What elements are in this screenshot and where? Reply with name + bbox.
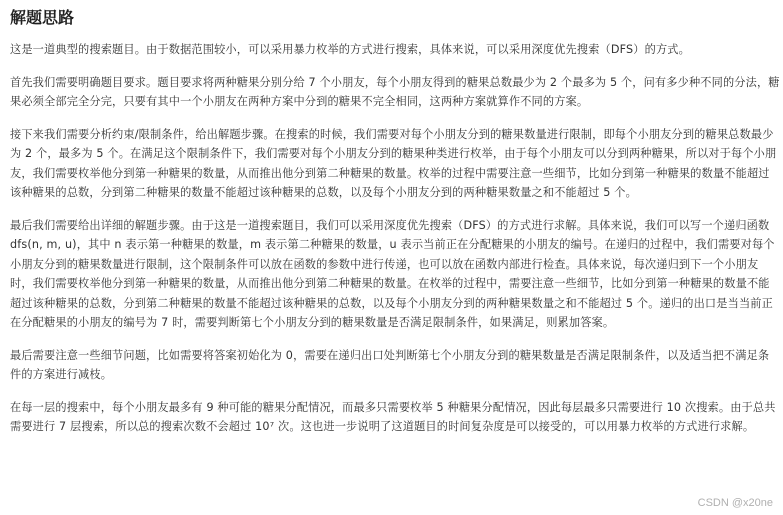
paragraph-steps: 最后我们需要给出详细的解题步骤。由于这是一道搜索题目，我们可以采用深度优先搜索（DFS）的方式进行求解。具体来说，我们可以写一个递归函数 dfs(n, m, u)，其中 n 表示第一种糖果的数量，m 表示第二种糖果的数量，u 表示当前正在分配糖果的小朋友的编号。在递归的过程中，我们需要对每个小朋友分到的糖果数量进行限制，这个限制条件可以放在函数的参数中进行传递，也可以放在函数内部进行检查。具体来说，每次递归到下一个小朋友时，我们需要枚举他分到第一种糖果的数量，从而推出他分到第二种糖果的数量。在枚举的过程中，需要注意一些细节，比如分到第一种糖果的数量不能超过该种糖果的总数，分到第二种糖果的数量不能超过该种糖果的总数，以及每个小朋友分到的两种糖果数量之和不能超过 5 个。递归的出口是当当前正在分配糖果的小朋友的编号为 7 时，需要判断第七个小朋友分到的糖果数量是否满足限制条件，如果满足，则累加答案。 xyxy=(10,218,775,329)
paragraph-constraints: 接下来我们需要分析约束/限制条件，给出解题步骤。在搜索的时候，我们需要对每个小朋友分到的糖果数量进行限制，即每个小朋友分到的糖果总数最少为 2 个，最多为 5 个。在满足这个限制条件下，我们需要对每个小朋友分到的糖果种类进行枚举，由于每个小朋友可以分到两种糖果，所以对于每个小朋友，我们需要枚举他分到第一种糖果的数量，从而推出他分到第二种糖果的数量。枚举的过程中需要注意一些细节，比如分到第一种糖果的数量不能超过该种糖果的总数，分到第二种糖果的数量不能超过该种糖果的总数，以及每个小朋友分到的两种糖果数量之和不能超过 5 个。 xyxy=(10,127,777,199)
section-title: 解题思路 xyxy=(10,8,75,27)
watermark-label: CSDN @x20ne xyxy=(697,497,773,509)
paragraph-requirements: 首先我们需要明确题目要求。题目要求将两种糖果分别分给 7 个小朋友，每个小朋友得到的糖果总数最少为 2 个最多为 5 个，问有多少种不同的分法，糖果必须全部完全分完，只要有其中一个小朋友在两种方案中分到的糖果不完全相同，这两种方案就算作不同的方案。 xyxy=(10,75,780,108)
document-body xyxy=(10,8,780,450)
paragraph-intro: 这是一道典型的搜索题目。由于数据范围较小，可以采用暴力枚举的方式进行搜索，具体来说，可以采用深度优先搜索（DFS）的方式。 xyxy=(10,43,690,56)
paragraph-details: 最后需要注意一些细节问题，比如需要将答案初始化为 0，需要在递归出口处判断第七个小朋友分到的糖果数量是否满足限制条件，以及适当把不满足条件的方案进行减枝。 xyxy=(10,348,770,381)
paragraph-complexity: 在每一层的搜索中，每个小朋友最多有 9 种可能的糖果分配情况，而最多只需要枚举 5 种糖果分配情况，因此每层最多只需要进行 10 次搜索。由于总共需要进行 7 层搜索，所以总的搜索次数不会超过 10⁷ 次。这也进一步说明了这道题目的时间复杂度是可以接受的，可以用暴力枚举的方式进行求解。 xyxy=(10,400,776,433)
